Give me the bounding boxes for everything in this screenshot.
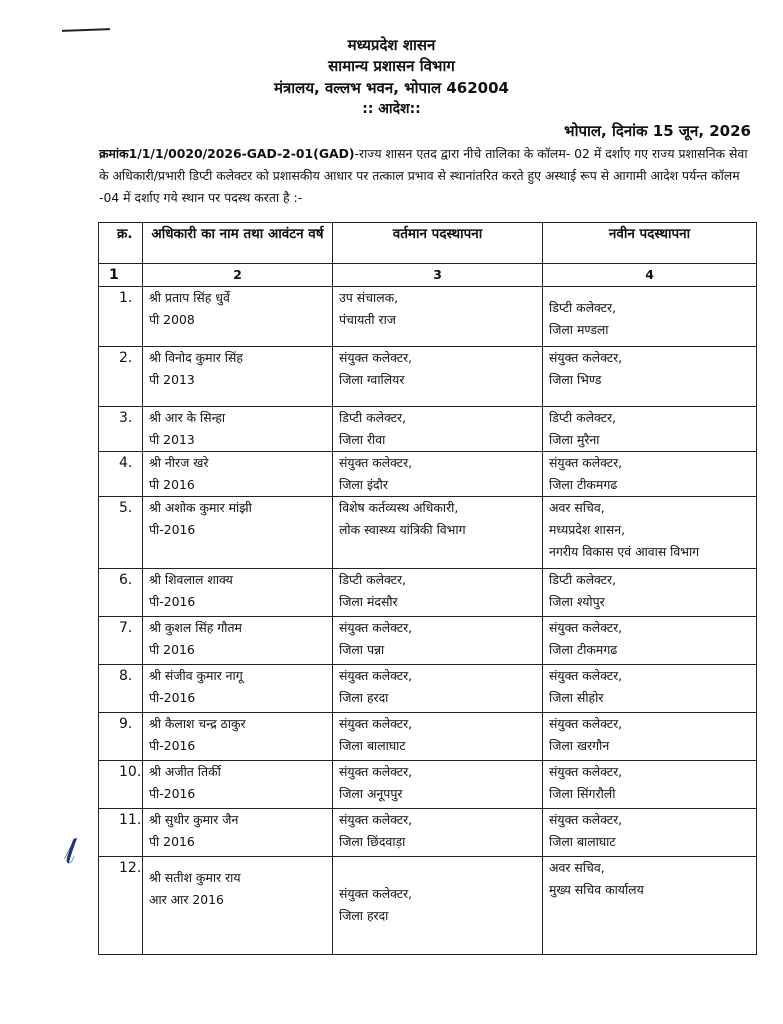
- officer-batch: पी-2016: [149, 522, 196, 537]
- current-posting-line: संयुक्त कलेक्टर,: [339, 455, 413, 470]
- current-posting-line: जिला पन्ना: [339, 642, 385, 657]
- row-serial: 4.: [99, 452, 143, 497]
- new-posting-cell: [543, 347, 757, 407]
- officer-name: श्री कुशल सिंह गौतम: [149, 620, 242, 635]
- new-posting-line: मुख्य सचिव कार्यालय: [549, 882, 644, 897]
- office-address: मंत्रालय, वल्लभ भवन, भोपाल 462004: [274, 79, 509, 97]
- table-header-row: [99, 223, 757, 264]
- current-posting-line: लोक स्वास्थ्य यांत्रिकी विभाग: [339, 522, 466, 537]
- officer-cell: [143, 497, 333, 569]
- officer-name: श्री अशोक कुमार मांझी: [149, 500, 252, 515]
- table-row: [99, 569, 757, 617]
- officer-name: श्री सतीश कुमार राय: [149, 870, 241, 885]
- new-posting-line: संयुक्त कलेक्टर,: [549, 812, 623, 827]
- row-serial: 2.: [99, 347, 143, 407]
- officer-cell: [143, 857, 333, 955]
- new-posting-line: जिला टीकमगढ: [549, 642, 618, 657]
- new-posting-cell: [543, 452, 757, 497]
- officer-batch: पी 2013: [149, 432, 195, 447]
- new-posting-line: मध्यप्रदेश शासन,: [549, 522, 626, 537]
- new-posting-line: संयुक्त कलेक्टर,: [549, 455, 623, 470]
- current-posting-line: जिला मंदसौर: [339, 594, 398, 609]
- order-paragraph: [99, 143, 755, 209]
- new-posting-cell: [543, 569, 757, 617]
- column-index-row: [99, 264, 757, 287]
- current-posting-line: जिला हरदा: [339, 908, 389, 923]
- officer-cell: [143, 407, 333, 452]
- col-header-new-posting: नवीन पदस्थापना: [543, 223, 757, 264]
- officer-batch: पी-2016: [149, 690, 196, 705]
- new-posting-cell: [543, 407, 757, 452]
- current-posting-line: संयुक्त कलेक्टर,: [339, 812, 413, 827]
- current-posting-line: जिला रीवा: [339, 432, 386, 447]
- new-posting-line: जिला खरगौन: [549, 738, 610, 753]
- row-serial: 11.: [99, 809, 143, 857]
- pen-mark: [62, 28, 110, 32]
- current-posting-cell: [333, 713, 543, 761]
- current-posting-line: विशेष कर्तव्यस्थ अधिकारी,: [339, 500, 459, 515]
- officer-name: श्री विनोद कुमार सिंह: [149, 350, 243, 365]
- table-row: [99, 713, 757, 761]
- transfer-table: [98, 222, 757, 955]
- department-name: सामान्य प्रशासन विभाग: [328, 57, 455, 75]
- new-posting-cell: [543, 617, 757, 665]
- officer-batch: आर आर 2016: [149, 892, 224, 907]
- table-row: [99, 407, 757, 452]
- current-posting-line: संयुक्त कलेक्टर,: [339, 764, 413, 779]
- officer-cell: [143, 452, 333, 497]
- new-posting-line: संयुक्त कलेक्टर,: [549, 620, 623, 635]
- row-serial: 12.: [99, 857, 143, 955]
- officer-name: श्री अजीत तिर्की: [149, 764, 221, 779]
- table-row: [99, 347, 757, 407]
- col-index: 3: [333, 264, 543, 287]
- row-serial: 1.: [99, 287, 143, 347]
- new-posting-line: अवर सचिव,: [549, 500, 605, 515]
- current-posting-cell: [333, 665, 543, 713]
- row-serial: 6.: [99, 569, 143, 617]
- current-posting-line: संयुक्त कलेक्टर,: [339, 886, 413, 901]
- new-posting-cell: [543, 713, 757, 761]
- new-posting-line: जिला टीकमगढ: [549, 477, 618, 492]
- current-posting-line: जिला छिंदवाड़ा: [339, 834, 406, 849]
- officer-cell: [143, 809, 333, 857]
- officer-cell: [143, 713, 333, 761]
- row-serial: 9.: [99, 713, 143, 761]
- officer-name: श्री नीरज खरे: [149, 455, 209, 470]
- new-posting-line: डिप्टी कलेक्टर,: [549, 572, 617, 587]
- current-posting-line: संयुक्त कलेक्टर,: [339, 716, 413, 731]
- col-index: 4: [543, 264, 757, 287]
- new-posting-line: संयुक्त कलेक्टर,: [549, 350, 623, 365]
- current-posting-cell: [333, 407, 543, 452]
- current-posting-cell: [333, 287, 543, 347]
- col-header-current-posting: वर्तमान पदस्थापना: [333, 223, 543, 264]
- officer-batch: पी 2013: [149, 372, 195, 387]
- current-posting-line: जिला ग्वालियर: [339, 372, 405, 387]
- govt-name: मध्यप्रदेश शासन: [347, 36, 436, 54]
- table-row: [99, 287, 757, 347]
- current-posting-line: संयुक्त कलेक्टर,: [339, 350, 413, 365]
- current-posting-line: उप संचालक,: [339, 290, 399, 305]
- officer-cell: [143, 761, 333, 809]
- col-index: 2: [143, 264, 333, 287]
- new-posting-cell: [543, 809, 757, 857]
- current-posting-line: जिला इंदौर: [339, 477, 388, 492]
- row-serial: 5.: [99, 497, 143, 569]
- current-posting-cell: [333, 617, 543, 665]
- new-posting-line: संयुक्त कलेक्टर,: [549, 668, 623, 683]
- new-posting-line: संयुक्त कलेक्टर,: [549, 716, 623, 731]
- new-posting-line: जिला सीहोर: [549, 690, 604, 705]
- current-posting-cell: [333, 497, 543, 569]
- new-posting-line: जिला बालाघाट: [549, 834, 616, 849]
- new-posting-cell: [543, 761, 757, 809]
- row-serial: 8.: [99, 665, 143, 713]
- table-row: [99, 809, 757, 857]
- new-posting-cell: [543, 497, 757, 569]
- officer-batch: पी-2016: [149, 738, 196, 753]
- new-posting-line: जिला भिण्ड: [549, 372, 602, 387]
- officer-name: श्री सुधीर कुमार जैन: [149, 812, 239, 827]
- officer-cell: [143, 347, 333, 407]
- col-header-officer: अधिकारी का नाम तथा आवंटन वर्ष: [143, 223, 333, 264]
- new-posting-line: जिला मुरैना: [549, 432, 600, 447]
- officer-name: श्री प्रताप सिंह धुर्वे: [149, 290, 230, 305]
- officer-cell: [143, 665, 333, 713]
- order-number: क्रमांक1/1/1/0020/2026-GAD-2-01(GAD): [99, 146, 355, 161]
- officer-batch: पी 2016: [149, 642, 195, 657]
- table-row: [99, 761, 757, 809]
- officer-name: श्री कैलाश चन्द्र ठाकुर: [149, 716, 246, 731]
- current-posting-line: जिला बालाघाट: [339, 738, 406, 753]
- current-posting-line: पंचायती राज: [339, 312, 396, 327]
- new-posting-line: अवर सचिव,: [549, 860, 605, 875]
- current-posting-cell: [333, 569, 543, 617]
- order-text: -राज्य शासन एतद द्वारा नीचे तालिका के कॉलम- 02 में दर्शाए गए राज्य प्रशासनिक सेवा के अधिकारी/प्रभारी डिप्टी कलेक्टर को प्रशासकीय आधार पर तत्काल प्रभाव से स्थानांतरित करते हुए अस्थाई रूप से आगामी आदेश पर्यन्त कॉलम -04 में दर्शाए गये स्थान पर पदस्थ करता है :-: [99, 146, 748, 205]
- row-serial: 10.: [99, 761, 143, 809]
- new-posting-line: डिप्टी कलेक्टर,: [549, 300, 617, 315]
- officer-name: श्री संजीव कुमार नागू: [149, 668, 243, 683]
- date-line: भोपाल, दिनांक 15 जून, 2026: [564, 122, 751, 140]
- row-serial: 3.: [99, 407, 143, 452]
- new-posting-cell: [543, 665, 757, 713]
- order-heading: :: आदेश::: [362, 101, 421, 117]
- row-serial: 7.: [99, 617, 143, 665]
- new-posting-line: डिप्टी कलेक्टर,: [549, 410, 617, 425]
- current-posting-line: संयुक्त कलेक्टर,: [339, 620, 413, 635]
- officer-cell: [143, 569, 333, 617]
- current-posting-cell: [333, 347, 543, 407]
- new-posting-cell: [543, 287, 757, 347]
- table-row: [99, 617, 757, 665]
- table-row: [99, 665, 757, 713]
- current-posting-line: जिला अनूपपुर: [339, 786, 403, 801]
- new-posting-line: जिला मण्डला: [549, 322, 609, 337]
- new-posting-cell: [543, 857, 757, 955]
- table-row: [99, 452, 757, 497]
- new-posting-line: नगरीय विकास एवं आवास विभाग: [549, 544, 700, 559]
- table-row: [99, 857, 757, 955]
- current-posting-line: संयुक्त कलेक्टर,: [339, 668, 413, 683]
- officer-batch: पी-2016: [149, 594, 196, 609]
- handwritten-initial: 𝓁: [58, 831, 79, 873]
- current-posting-cell: [333, 452, 543, 497]
- new-posting-line: जिला सिंगरौली: [549, 786, 616, 801]
- col-index: 1: [99, 264, 143, 287]
- officer-cell: [143, 617, 333, 665]
- table-row: [99, 497, 757, 569]
- officer-batch: पी 2008: [149, 312, 195, 327]
- new-posting-line: संयुक्त कलेक्टर,: [549, 764, 623, 779]
- officer-batch: पी-2016: [149, 786, 196, 801]
- officer-batch: पी 2016: [149, 834, 195, 849]
- current-posting-line: डिप्टी कलेक्टर,: [339, 410, 407, 425]
- current-posting-line: डिप्टी कलेक्टर,: [339, 572, 407, 587]
- officer-cell: [143, 287, 333, 347]
- new-posting-line: जिला श्योपुर: [549, 594, 605, 609]
- officer-batch: पी 2016: [149, 477, 195, 492]
- officer-name: श्री शिवलाल शाक्य: [149, 572, 233, 587]
- current-posting-cell: [333, 761, 543, 809]
- col-header-sno: क्र.: [99, 223, 143, 264]
- current-posting-line: जिला हरदा: [339, 690, 389, 705]
- current-posting-cell: [333, 809, 543, 857]
- current-posting-cell: [333, 857, 543, 955]
- officer-name: श्री आर के सिन्हा: [149, 410, 226, 425]
